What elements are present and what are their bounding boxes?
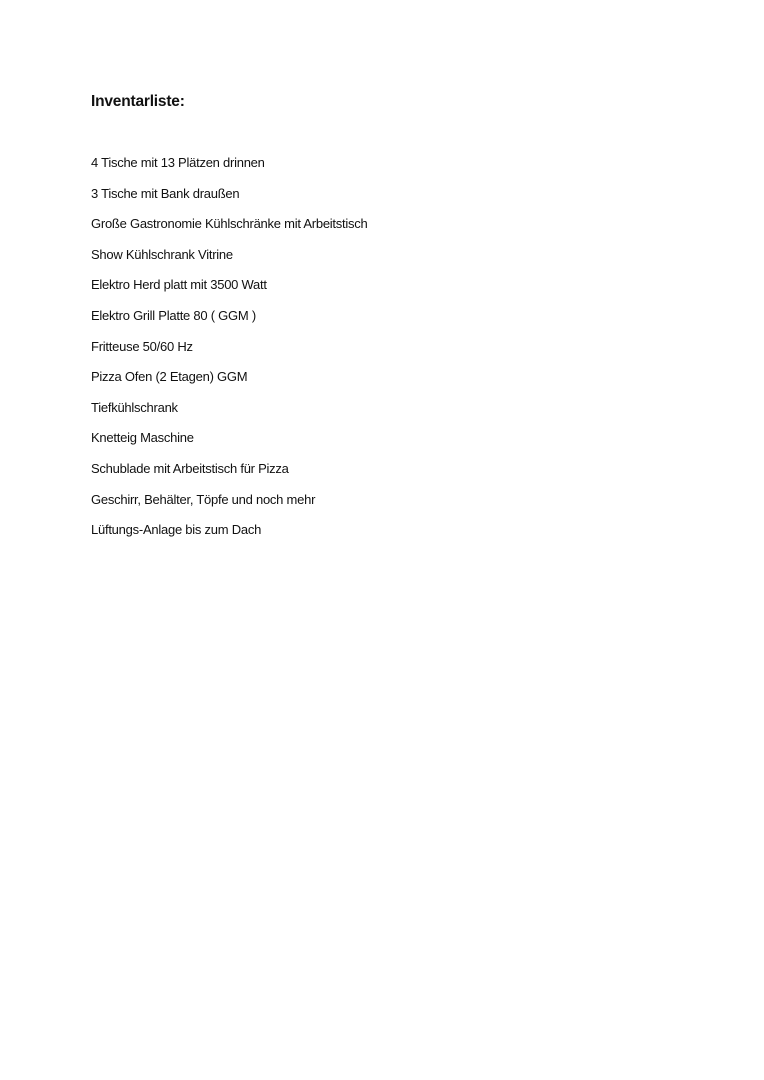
list-item: Große Gastronomie Kühlschränke mit Arbeitstisch	[91, 216, 368, 232]
inventory-list	[91, 155, 368, 553]
list-item: Geschirr, Behälter, Töpfe und noch mehr	[91, 491, 316, 507]
list-item: Lüftungs-Anlage bis zum Dach	[91, 522, 262, 538]
list-item: Elektro Grill Platte 80 ( GGM )	[91, 307, 256, 323]
document-title: Inventarliste:	[91, 93, 185, 110]
list-item: Show Kühlschrank Vitrine	[91, 246, 233, 262]
list-item: 3 Tische mit Bank draußen	[91, 185, 240, 201]
list-item: Fritteuse 50/60 Hz	[91, 338, 193, 354]
list-item: 4 Tische mit 13 Plätzen drinnen	[91, 155, 265, 170]
list-item: Elektro Herd platt mit 3500 Watt	[91, 277, 267, 293]
list-item: Knetteig Maschine	[91, 430, 194, 446]
list-item: Pizza Ofen (2 Etagen) GGM	[91, 369, 248, 385]
list-item: Schublade mit Arbeitstisch für Pizza	[91, 460, 289, 476]
list-item: Tiefkühlschrank	[91, 399, 178, 415]
